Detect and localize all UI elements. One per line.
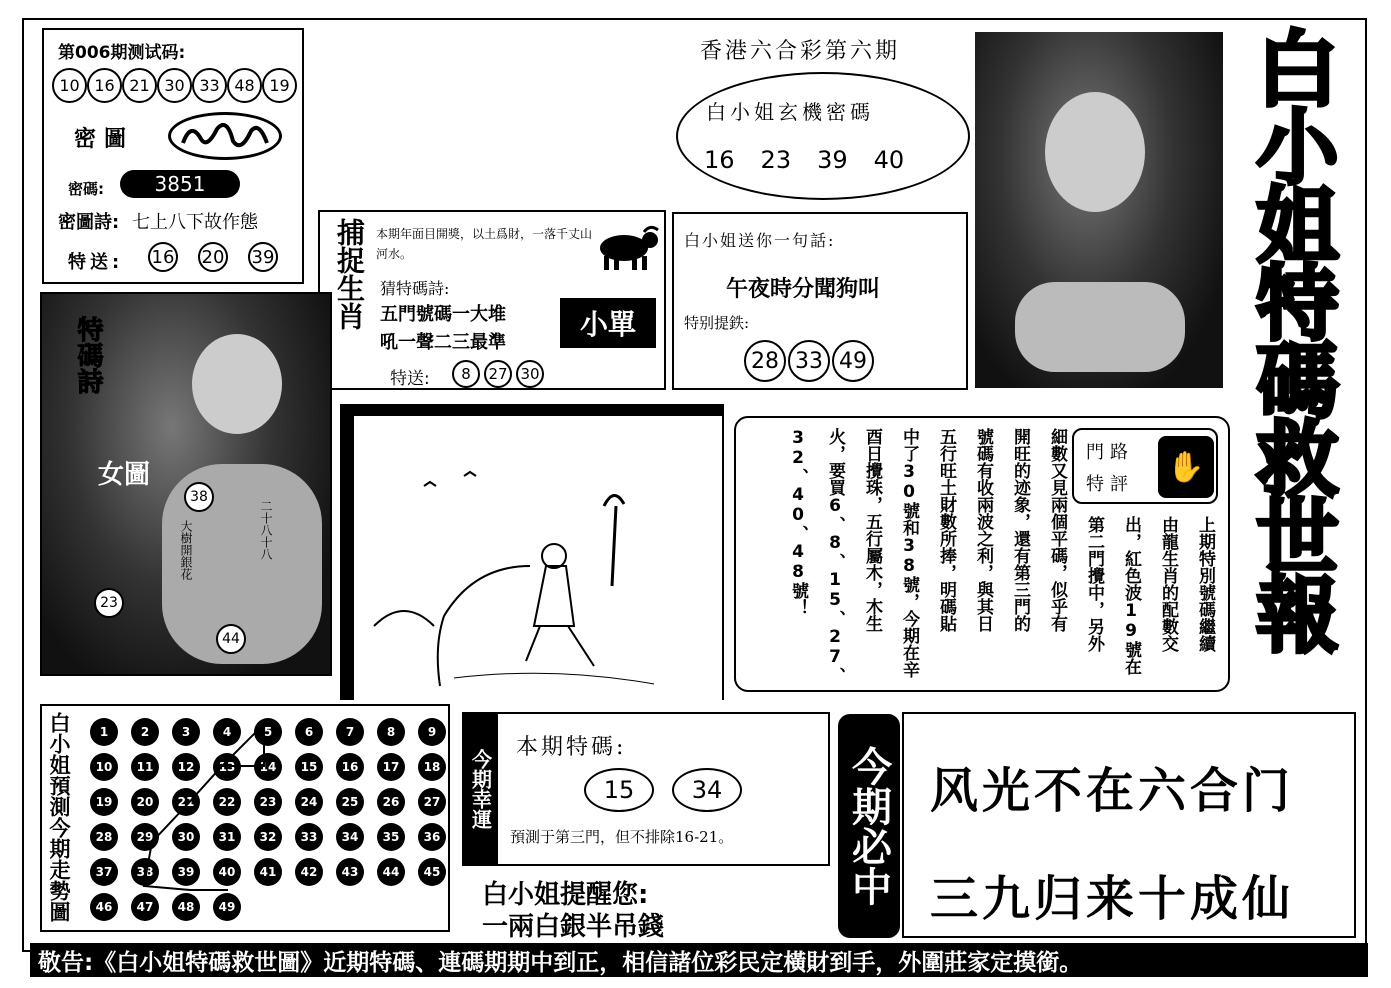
hand-icon: ✋ [1158, 436, 1214, 498]
trend-ball: 18 [418, 753, 446, 781]
issue-title: 香港六合彩第六期 [700, 39, 901, 64]
lucky-numbers [584, 768, 742, 812]
cartoon-illustration [354, 416, 720, 696]
sentence-numbers [744, 340, 874, 382]
trend-ball: 49 [213, 893, 241, 921]
commentary-badge-line1: 門路 [1086, 442, 1134, 463]
remind-line1: 白小姐提醒您: [482, 880, 649, 910]
remind-panel [462, 866, 830, 940]
trend-ball: 20 [131, 788, 159, 816]
left-number-1: 38 [184, 482, 214, 512]
zodiac-panel [318, 210, 666, 390]
mitu-label: 密圖 [74, 127, 135, 152]
commentary-column: 上期特別號碼繼續 [1195, 516, 1215, 652]
sentence-number: 28 [744, 340, 786, 382]
test-code-number: 21 [122, 68, 157, 103]
trend-ball: 30 [172, 823, 200, 851]
must-hit-panel [902, 712, 1356, 938]
trend-ball: 37 [90, 858, 118, 886]
remind-line2: 一兩白銀半吊錢 [482, 912, 665, 942]
commentary-column: 號碼有收兩波之利，與其日 [973, 428, 993, 632]
sentence-number: 49 [832, 340, 874, 382]
masthead-title [1224, 26, 1364, 726]
trend-ball: 9 [418, 718, 446, 746]
trend-ball: 10 [90, 753, 118, 781]
gift-number: 39 [248, 242, 278, 272]
commentary-column: 細數又見兩個平碼，似乎有 [1047, 428, 1067, 632]
gift-numbers [148, 242, 278, 272]
commentary-column: 五行旺土財數所捧，明碼貼 [936, 428, 956, 632]
trend-ball: 5 [254, 718, 282, 746]
poem-label: 密圖詩: [58, 212, 120, 233]
lucky-panel [462, 712, 830, 866]
trend-ball: 16 [336, 753, 364, 781]
zodiac-gift-label: 特送: [390, 369, 430, 389]
trend-ball: 46 [90, 893, 118, 921]
trend-ball: 33 [295, 823, 323, 851]
footer-bar [30, 943, 1368, 977]
hands [1015, 282, 1185, 372]
trend-ball: 48 [172, 893, 200, 921]
model-photo-right [975, 32, 1223, 388]
left-label: 女圖 [98, 460, 151, 490]
commentary-panel [734, 416, 1230, 692]
trend-ball: 15 [295, 753, 323, 781]
trend-ball: 23 [254, 788, 282, 816]
sentence-text: 午夜時分聞狗叫 [726, 277, 881, 302]
trend-ball: 4 [213, 718, 241, 746]
test-code-number: 33 [192, 68, 227, 103]
commentary-badge-line2: 特評 [1086, 474, 1134, 495]
trend-ball: 25 [336, 788, 364, 816]
poem-text: 七上八下故作態 [132, 212, 258, 233]
test-code-title: 第006期测试码: [58, 43, 186, 63]
must-hit-line2: 三九归来十成仙 [930, 871, 1295, 927]
lucky-note: 預測于第三門，但不排除16-21。 [510, 828, 734, 846]
trend-ball: 14 [254, 753, 282, 781]
trend-chart-panel [40, 704, 450, 932]
trend-ball: 34 [336, 823, 364, 851]
commentary-column: 32、40、48號！ [788, 428, 808, 616]
zodiac-tag: 小單 [560, 298, 656, 348]
trend-ball: 1 [90, 718, 118, 746]
lucky-vertical-title: 今期幸運 [464, 714, 498, 864]
sentence-number: 33 [788, 340, 830, 382]
left-badge: 特碼詩 [73, 316, 103, 394]
commentary-column: 由龍生肖的配數交 [1158, 516, 1178, 652]
trend-ball: 3 [172, 718, 200, 746]
zodiac-vertical-title: 捕捉生肖 [333, 218, 366, 330]
trend-ball: 8 [377, 718, 405, 746]
trend-ball: 6 [295, 718, 323, 746]
test-code-panel [42, 28, 304, 284]
zodiac-intro: 本期年面目開獎，以土爲財，一落千丈山河水。 [376, 227, 593, 261]
test-code-number: 16 [87, 68, 122, 103]
zodiac-gift-number: 8 [452, 360, 480, 388]
trend-ball: 13 [213, 753, 241, 781]
trend-ball: 27 [418, 788, 446, 816]
trend-ball: 41 [254, 858, 282, 886]
trend-ball: 22 [213, 788, 241, 816]
lucky-title: 本期特碼: [516, 735, 627, 760]
oval-number: 39 [817, 146, 848, 174]
mima-label: 密碼: [68, 180, 104, 198]
masthead-text: 白小姐特碼救世報 [1243, 26, 1338, 650]
ox-icon [592, 222, 660, 276]
commentary-column: 第二門攪中，另外 [1084, 516, 1104, 652]
sentence-tip-label: 特别提鉄: [684, 314, 750, 332]
trend-ball: 39 [172, 858, 200, 886]
trend-ball: 2 [131, 718, 159, 746]
must-hit-vertical-title: 今期必中 [838, 714, 900, 938]
oval-title: 白小姐玄機密碼 [706, 100, 874, 124]
commentary-column: 出，紅色波19號在 [1121, 516, 1141, 675]
trend-ball: 35 [377, 823, 405, 851]
test-code-number: 30 [157, 68, 192, 103]
trend-ball: 17 [377, 753, 405, 781]
oval-number: 23 [760, 146, 792, 174]
trend-ball: 43 [336, 858, 364, 886]
face [1045, 92, 1145, 212]
commentary-columns [742, 424, 1222, 690]
face-left [192, 334, 282, 434]
commentary-column: 開旺的迹象，還有第三門的 [1010, 428, 1030, 632]
trend-vertical-title: 白小姐預測今期走勢圖 [47, 712, 71, 922]
trend-ball: 11 [131, 753, 159, 781]
zodiac-gift-numbers [452, 360, 544, 388]
commentary-column: 酉日攪珠，五行屬木，木生 [862, 428, 882, 632]
trend-ball: 38 [131, 858, 159, 886]
left-body-text-2: 二十八十八 [259, 500, 273, 560]
gift-number: 16 [148, 242, 178, 272]
trend-ball: 44 [377, 858, 405, 886]
trend-ball: 40 [213, 858, 241, 886]
trend-ball: 28 [90, 823, 118, 851]
left-number-3: 44 [216, 624, 246, 654]
left-number-2: 23 [94, 588, 124, 618]
left-body-text-1: 大樹開銀花 [179, 520, 193, 580]
gift-label: 特送: [68, 252, 124, 273]
footer-text: 敬告:《白小姐特碼救世圖》近期特碼、連碼期期中到正，相信諸位彩民定橫財到手，外圍莊家定摸銜。 [38, 949, 1083, 976]
commentary-column: 中了30號和38號，今期在辛 [899, 428, 919, 678]
oval-numbers [704, 146, 904, 174]
trend-ball: 32 [254, 823, 282, 851]
trend-ball: 47 [131, 893, 159, 921]
lucky-number: 15 [584, 768, 654, 812]
trend-ball: 45 [418, 858, 446, 886]
trend-ball: 21 [172, 788, 200, 816]
trend-ball: 36 [418, 823, 446, 851]
trend-ball: 31 [213, 823, 241, 851]
trend-ball: 7 [336, 718, 364, 746]
oval-panel [676, 72, 970, 200]
model-photo-left [40, 292, 332, 676]
zodiac-poem-line2: 吼一聲二三最準 [380, 332, 506, 353]
trend-ball: 12 [172, 753, 200, 781]
gift-number: 20 [198, 242, 228, 272]
commentary-column: 火，要買6、8、15、27、 [825, 428, 845, 684]
oval-number: 16 [704, 146, 735, 174]
trend-ball: 29 [131, 823, 159, 851]
zodiac-poem-label: 猜特碼詩: [380, 279, 450, 298]
test-code-number: 10 [52, 68, 87, 103]
zodiac-poem-line1: 五門號碼一大堆 [380, 304, 506, 325]
test-code-number: 19 [262, 68, 297, 103]
sentence-title: 白小姐送你一句話: [684, 231, 836, 250]
trend-line [90, 718, 446, 930]
test-code-number: 48 [227, 68, 262, 103]
mitu-scribble [168, 112, 282, 160]
oval-number: 40 [873, 146, 905, 174]
lucky-number: 34 [672, 768, 742, 812]
trend-ball: 26 [377, 788, 405, 816]
mima-value: 3851 [120, 170, 240, 198]
cartoon-panel [340, 404, 724, 700]
must-hit-line1: 风光不在六合门 [930, 763, 1295, 819]
sentence-panel [672, 212, 968, 390]
trend-ball: 19 [90, 788, 118, 816]
test-code-numbers [52, 68, 297, 103]
zodiac-gift-number: 27 [484, 360, 512, 388]
zodiac-gift-number: 30 [516, 360, 544, 388]
trend-ball: 42 [295, 858, 323, 886]
trend-ball: 24 [295, 788, 323, 816]
